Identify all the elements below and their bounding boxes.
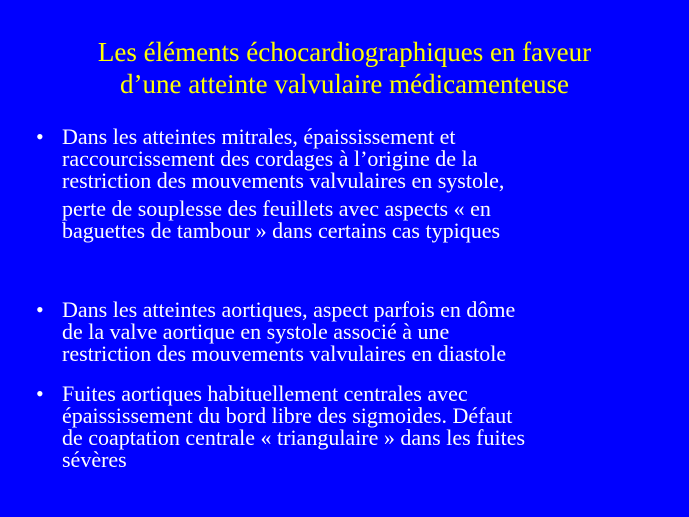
bullet-line: Dans les atteintes aortiques, aspect parfois en dôme [62,297,516,322]
slide-title-line-2: d’une atteinte valvulaire médicamenteuse [119,69,570,99]
bullet-text [62,383,662,471]
bullet-line: Fuites aortiques habituellement centrales avec [62,381,468,406]
slide-title [20,36,669,100]
bullet-line: restriction des mouvements valvulaires en diastole [62,341,507,366]
bullet-text [62,299,662,365]
bullet-line: de la valve aortique en systole associé à une [62,319,450,344]
bullet-line: restriction des mouvements valvulaires en systole, [62,168,505,193]
bullet-text [62,126,662,242]
slide-title-line-1: Les éléments échocardiographiques en faveur [97,37,592,67]
bullet-icon: • [36,381,44,406]
bullet-line: perte de souplesse des feuillets avec aspects « en [62,196,491,221]
bullet-line: épaississement du bord libre des sigmoides. Défaut [62,403,513,428]
bullet-line: raccourcissement des cordages à l’origine de la [62,146,478,171]
bullet-line: baguettes de tambour » dans certains cas typiques [62,218,501,243]
bullet-line: de coaptation centrale « triangulaire » dans les fuites [62,425,526,450]
bullet-line: Dans les atteintes mitrales, épaississement et [62,124,456,149]
bullet-icon: • [36,297,44,322]
bullet-icon: • [36,124,44,149]
bullet-line: sévères [62,447,127,472]
